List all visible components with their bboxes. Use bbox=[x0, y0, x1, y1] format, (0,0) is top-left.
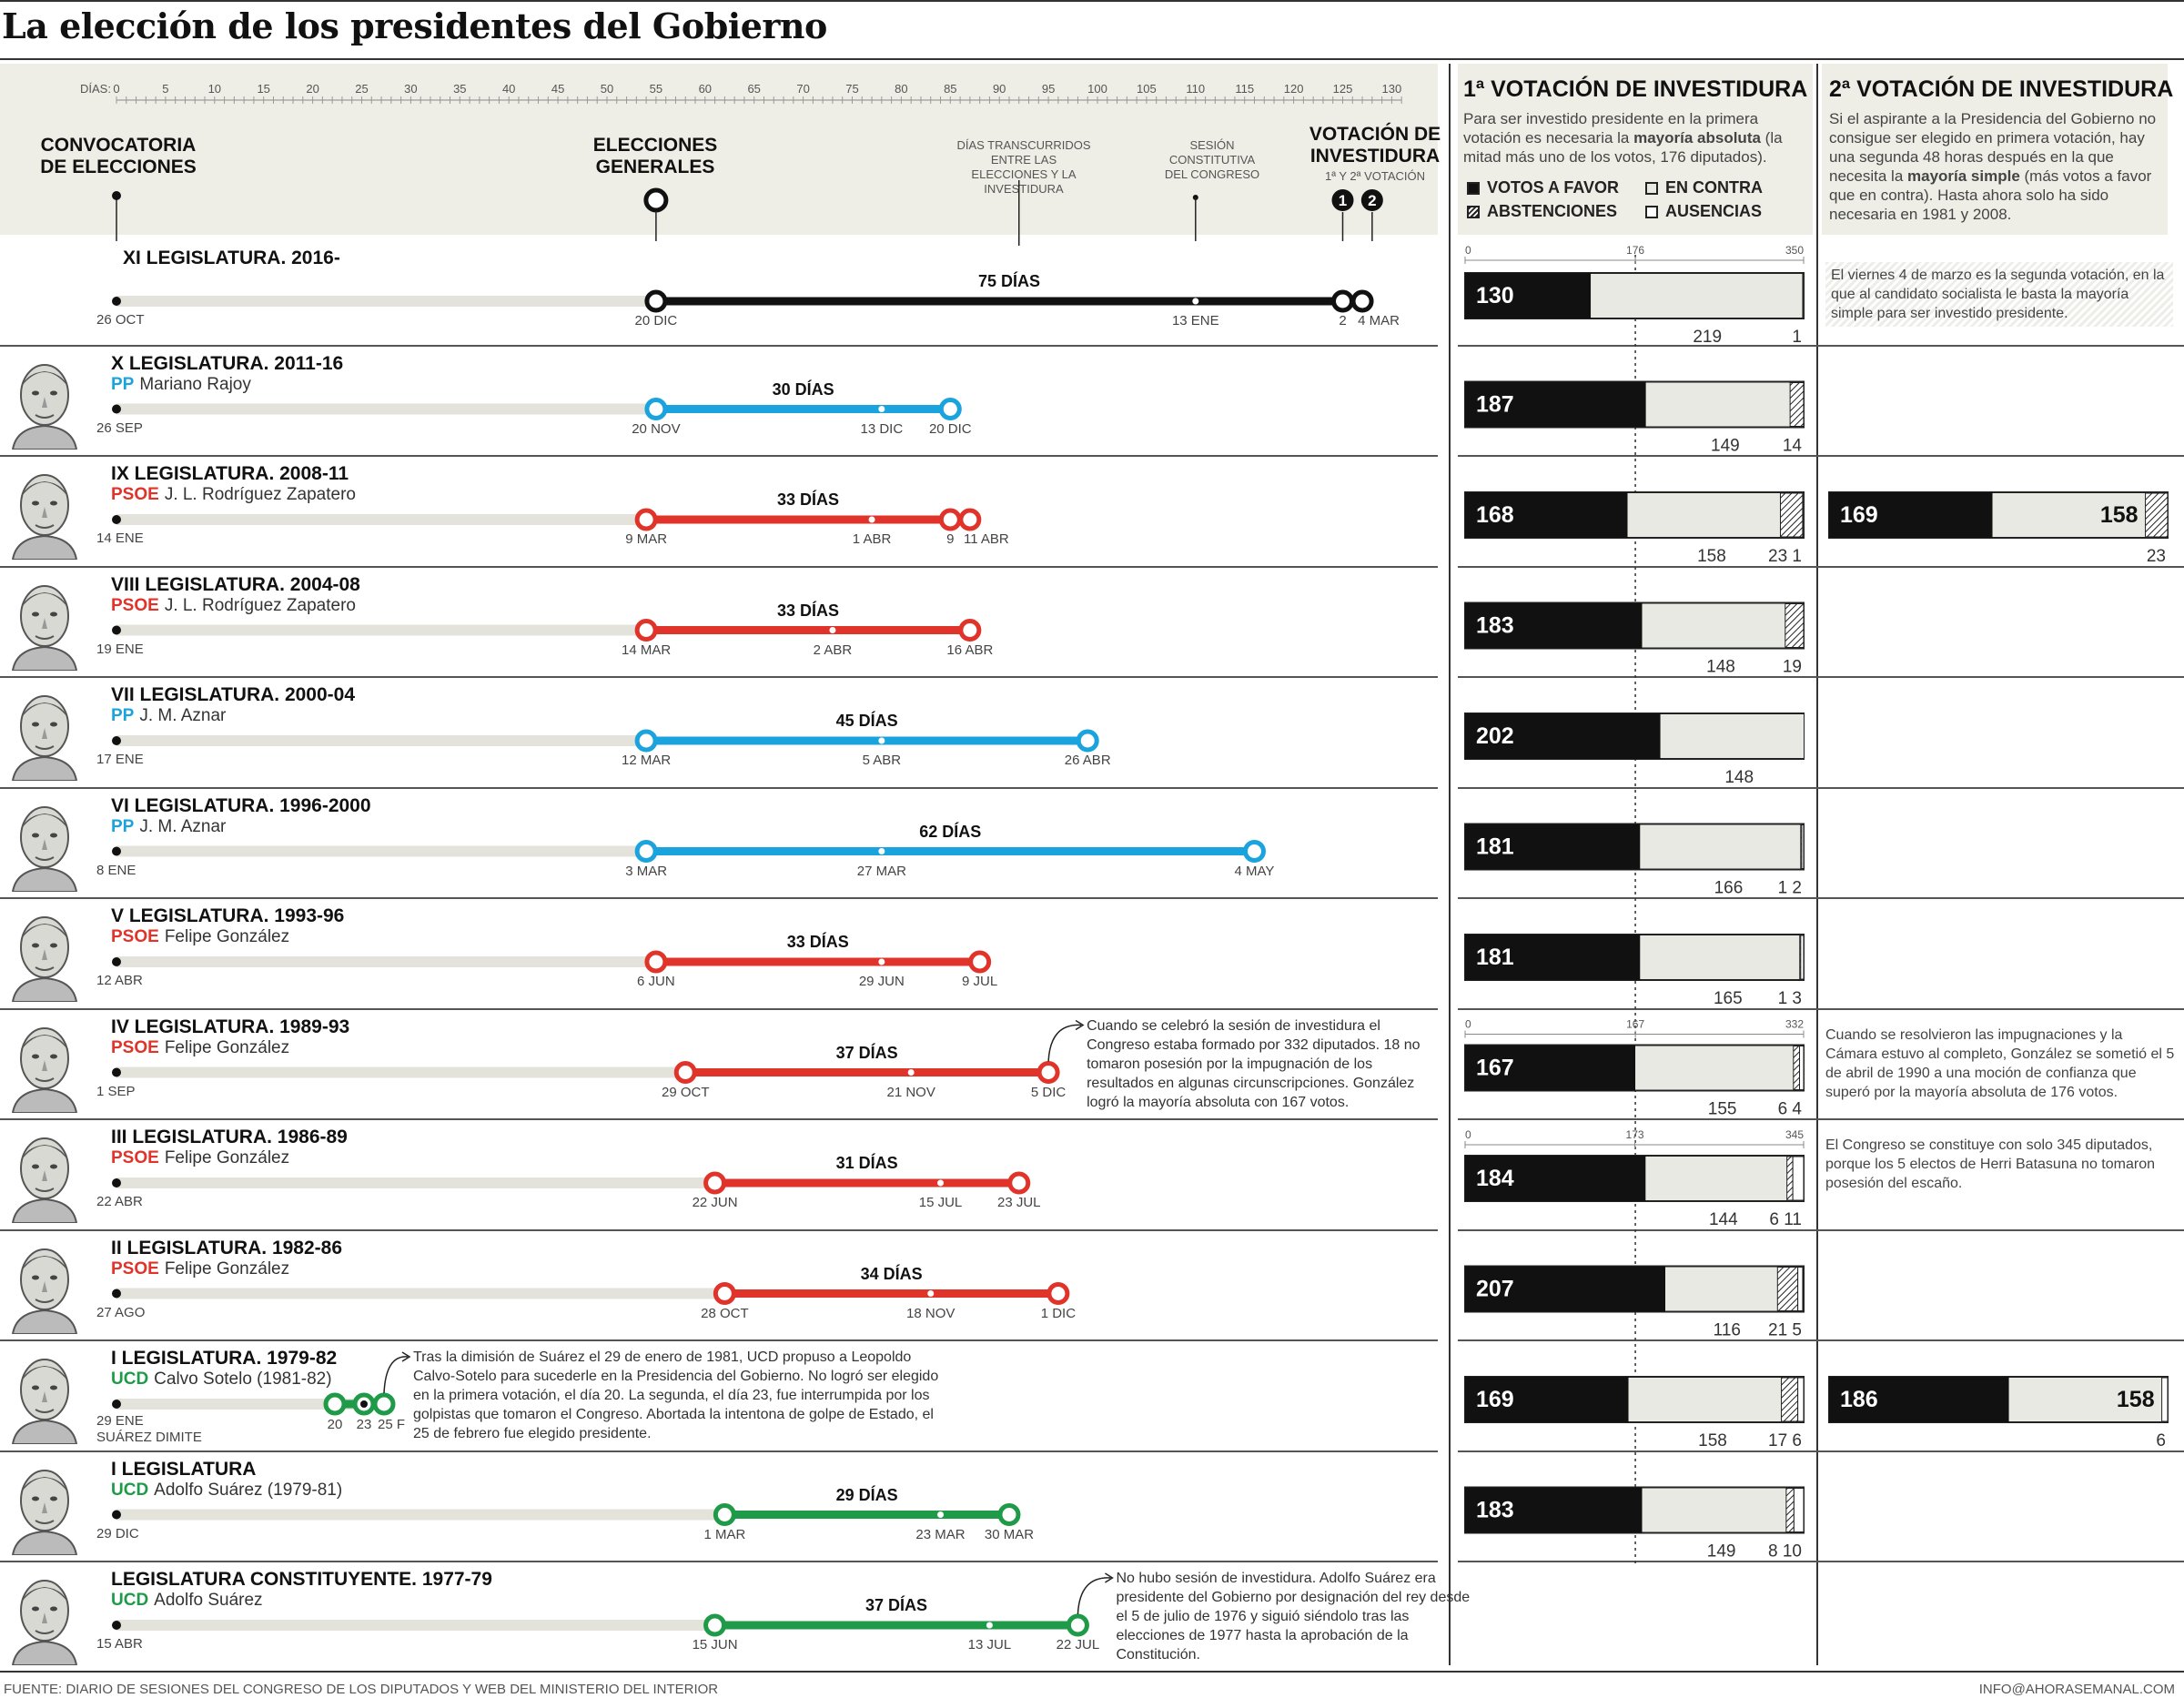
election-date: 15 JUN bbox=[692, 1637, 738, 1653]
convocatoria-dot bbox=[112, 405, 121, 414]
duration-label: 62 DÍAS bbox=[919, 822, 982, 841]
axis-tick-label: 20 bbox=[306, 82, 319, 96]
president-name: Calvo Sotelo (1981-82) bbox=[154, 1370, 332, 1389]
axis-tick-label: 15 bbox=[257, 82, 270, 96]
vote1-row1-favor-label: 187 bbox=[1476, 391, 1514, 418]
session-date: 1 ABR bbox=[852, 531, 892, 547]
president-name: J. M. Aznar bbox=[139, 816, 227, 836]
vote1-row11-favor-label: 183 bbox=[1476, 1497, 1514, 1523]
vote1-row8-rest-label: 6 11 bbox=[1769, 1210, 1802, 1229]
party-label: PSOE bbox=[111, 1148, 159, 1167]
axis-tick-label: 65 bbox=[747, 82, 761, 96]
header-convocatoria: CONVOCATORIA DE ELECCIONES bbox=[40, 135, 197, 177]
vote1-row1-rest-label: 14 bbox=[1782, 436, 1802, 456]
convocatoria-date: 17 ENE bbox=[96, 752, 144, 767]
election-circle bbox=[676, 1064, 694, 1082]
vote2-row10-aus bbox=[2162, 1378, 2168, 1421]
party-label: PP bbox=[111, 374, 135, 394]
convocatoria-date: 1 SEP bbox=[96, 1083, 136, 1099]
convocatoria-dot bbox=[112, 515, 121, 524]
investiture-date: 5 DIC bbox=[1030, 1084, 1067, 1100]
axis-tick-label: 125 bbox=[1332, 82, 1353, 96]
second-vote-note: Cuando se resolvieron las impugnaciones y la Cámara estuvo al completo, González se sometió el 5 de abril de 1990 a una moción de confianza que superó por la mayoría absoluta de 176 votos. bbox=[1825, 1026, 2175, 1100]
investiture-circle bbox=[1000, 1506, 1018, 1524]
election-circle bbox=[637, 622, 655, 640]
vote-scale-label: 0 bbox=[1465, 1017, 1471, 1031]
axis-tick-label: 100 bbox=[1087, 82, 1107, 96]
party-label: UCD bbox=[111, 1370, 149, 1389]
session-date: 15 JUL bbox=[918, 1195, 963, 1210]
legislature-name: VI LEGISLATURA. 1996-2000 bbox=[111, 794, 371, 816]
axis-tick-label: 5 bbox=[162, 82, 169, 96]
session-dot bbox=[937, 1180, 944, 1187]
convocatoria-dot bbox=[112, 1178, 121, 1188]
election-circle bbox=[647, 953, 665, 971]
dimision-dot bbox=[112, 1400, 121, 1409]
legislature-name: I LEGISLATURA bbox=[111, 1458, 257, 1480]
note-arrow bbox=[1077, 1578, 1110, 1614]
session-date: 13 JUL bbox=[967, 1637, 1012, 1653]
convocatoria-date: 22 ABR bbox=[96, 1194, 143, 1209]
vote1-row0-favor-label: 130 bbox=[1476, 283, 1514, 308]
legislature-name: V LEGISLATURA. 1993-96 bbox=[111, 905, 345, 926]
convocatoria-date: 26 SEP bbox=[96, 419, 143, 436]
investiture-date-3: 25 F bbox=[377, 1417, 406, 1432]
investiture-circle bbox=[971, 953, 989, 971]
president-name: Felipe González bbox=[164, 1258, 290, 1279]
vote1-row8-aus bbox=[1793, 1157, 1804, 1200]
axis-tick-label: 35 bbox=[453, 82, 467, 96]
vote1-row9-abst bbox=[1777, 1268, 1797, 1311]
row-note: Tras la dimisión de Suárez el 29 de enero de 1981, UCD propuso a Leopoldo Calvo-Sotelo para sucederle en la Presidencia del Gobierno. No logró ser elegido en la primera votación, el día 20. La segunda, el día 23, fue interrumpida por los golpistas que tomaron el Congreso. Abortada la intentona de golpe de Estado, el 25 de febrero fue elegido presidente. bbox=[413, 1349, 939, 1441]
duration-label: 37 DÍAS bbox=[835, 1043, 898, 1062]
investiture-date: 20 DIC bbox=[928, 420, 972, 437]
duration-label: 33 DÍAS bbox=[776, 490, 839, 509]
vote-scale-label: 345 bbox=[1785, 1128, 1804, 1141]
vote1-row5-rest-label: 1 2 bbox=[1777, 878, 1802, 898]
session-dot bbox=[878, 959, 885, 965]
vote1-row2-abst bbox=[1780, 493, 1802, 537]
axis-tick-label: 120 bbox=[1283, 82, 1304, 96]
vote1-row11-aus bbox=[1794, 1489, 1804, 1532]
convocatoria-dot bbox=[112, 1289, 121, 1299]
election-date: 12 MAR bbox=[622, 753, 672, 768]
session-date: 2 ABR bbox=[813, 642, 853, 658]
vote-scale-label: 332 bbox=[1785, 1017, 1804, 1031]
vote-scale-label: 0 bbox=[1465, 1128, 1471, 1141]
legislature-name: IV LEGISLATURA. 1989-93 bbox=[111, 1016, 350, 1037]
axis-tick-label: 80 bbox=[895, 82, 908, 96]
second-vote-note: El Congreso se constituye con solo 345 diputados, porque los 5 electos de Herri Batasuna no tomaron posesión del escaño. bbox=[1825, 1137, 2155, 1191]
investiture-circle bbox=[1049, 1285, 1067, 1303]
session-date: 13 DIC bbox=[860, 420, 904, 437]
investiture-circle-3 bbox=[375, 1395, 393, 1413]
investiture-date: 30 MAR bbox=[984, 1526, 1035, 1542]
axis-tick-label: 115 bbox=[1235, 82, 1255, 96]
election-circle bbox=[637, 732, 655, 750]
election-date: 1 MAR bbox=[703, 1526, 746, 1542]
vote1-row0-contra-label: 219 bbox=[1693, 328, 1723, 347]
vote2-row2-rest-label: 23 bbox=[2146, 547, 2166, 566]
election-date: 6 JUN bbox=[637, 974, 675, 989]
election-date: 22 JUN bbox=[692, 1195, 738, 1210]
axis-tick-label: 55 bbox=[649, 82, 663, 96]
investiture2-date: 11 ABR bbox=[963, 531, 1009, 547]
investiture-circle bbox=[1078, 732, 1097, 750]
vote1-row11-contra-label: 149 bbox=[1706, 1541, 1736, 1562]
footer-credit: INFO@AHORASEMANAL.COM bbox=[1978, 1682, 2175, 1697]
president-name: J. L. Rodríguez Zapatero bbox=[164, 595, 356, 615]
session-dot bbox=[878, 738, 885, 744]
note-arrow bbox=[384, 1357, 408, 1393]
convocatoria-dot bbox=[112, 847, 121, 856]
convocatoria-dot bbox=[112, 297, 121, 306]
vote1-row0-aus bbox=[1803, 274, 1804, 318]
convocatoria-date: 15 ABR bbox=[96, 1636, 143, 1652]
vote1-row2-contra-label: 158 bbox=[1697, 547, 1726, 566]
vote2-row2-abst bbox=[2146, 493, 2168, 537]
vote1-row10-rest-label: 17 6 bbox=[1768, 1431, 1802, 1450]
investiture-circle bbox=[1068, 1616, 1087, 1634]
president-name: Felipe González bbox=[164, 1037, 290, 1057]
vote1-row10-contra bbox=[1629, 1378, 1782, 1421]
vote1-row5-contra bbox=[1640, 825, 1800, 869]
vote1-row3-contra-label: 148 bbox=[1706, 657, 1735, 677]
axis-tick-label: 75 bbox=[845, 82, 859, 96]
vote1-row2-contra bbox=[1628, 493, 1781, 537]
party-label: PSOE bbox=[111, 1037, 159, 1057]
axis-tick-label: 50 bbox=[600, 82, 614, 96]
investiture-date: 4 MAY bbox=[1234, 863, 1275, 879]
dimision-date: 29 ENE bbox=[96, 1413, 144, 1429]
legislature-name: X LEGISLATURA. 2011-16 bbox=[111, 352, 344, 374]
investiture-circle bbox=[961, 622, 979, 640]
vote1-row11-abst bbox=[1786, 1489, 1795, 1532]
axis-tick-label: 110 bbox=[1186, 82, 1206, 96]
convocatoria-dot bbox=[112, 957, 121, 966]
investiture-circle bbox=[941, 400, 959, 419]
second-vote-note: El viernes 4 de marzo es la segunda votación, en la que al candidato socialista le basta la mayoría simple para ser investido presidente. bbox=[1825, 262, 2173, 327]
investiture2-circle bbox=[961, 510, 979, 529]
second-vote-title: 2ª VOTACIÓN DE INVESTIDURA bbox=[1829, 76, 2174, 102]
election-date: 14 MAR bbox=[622, 642, 672, 658]
investiture-date: 1 DIC bbox=[1040, 1305, 1077, 1321]
axis-tick-label: 30 bbox=[404, 82, 418, 96]
convocatoria-date: 29 DIC bbox=[96, 1525, 139, 1541]
investiture2-date: 4 MAR bbox=[1358, 313, 1400, 328]
legislature-name: IX LEGISLATURA. 2008-11 bbox=[111, 463, 349, 484]
vote1-row6-favor-label: 181 bbox=[1476, 945, 1514, 970]
president-name: Adolfo Suárez (1979-81) bbox=[154, 1480, 343, 1500]
dimision-label: SUÁREZ DIMITE bbox=[96, 1430, 202, 1445]
duration-label: 75 DÍAS bbox=[977, 272, 1040, 290]
legislature-name: III LEGISLATURA. 1986-89 bbox=[111, 1127, 348, 1147]
axis-tick-label: 130 bbox=[1381, 82, 1402, 96]
legend-abst: ABSTENCIONES bbox=[1467, 202, 1617, 221]
header-votacion: VOTACIÓN DE INVESTIDURA bbox=[1309, 124, 1441, 167]
convocatoria-dot bbox=[112, 736, 121, 745]
vote1-row0-contra bbox=[1591, 274, 1803, 318]
axis-label: DÍAS: bbox=[80, 82, 111, 96]
axis-tick-label: 95 bbox=[1041, 82, 1056, 96]
president-name: Adolfo Suárez bbox=[154, 1591, 263, 1610]
investiture-circle bbox=[1334, 292, 1352, 310]
investiture-circle bbox=[941, 510, 959, 529]
party-label: PSOE bbox=[111, 595, 159, 615]
investiture-circle-1 bbox=[326, 1395, 344, 1413]
legislature-name: II LEGISLATURA. 1982-86 bbox=[111, 1237, 343, 1258]
session-dot bbox=[869, 517, 875, 523]
footer-source: FUENTE: DIARIO DE SESIONES DEL CONGRESO DE LOS DIPUTADOS Y WEB DEL MINISTERIO DEL INTERIOR bbox=[4, 1682, 719, 1697]
vote1-row11-contra bbox=[1643, 1489, 1786, 1532]
vote2-row10-favor-label: 186 bbox=[1840, 1387, 1878, 1412]
election-date: 3 MAR bbox=[625, 863, 668, 879]
vote1-row2-favor-label: 168 bbox=[1476, 502, 1514, 528]
election-date: 28 OCT bbox=[701, 1305, 749, 1321]
vote1-row3-contra bbox=[1643, 604, 1785, 648]
vote1-row6-aus bbox=[1801, 935, 1804, 979]
duration-label: 37 DÍAS bbox=[864, 1596, 928, 1614]
investiture-date-1: 20 bbox=[327, 1417, 343, 1432]
convocatoria-date: 8 ENE bbox=[96, 862, 136, 878]
note-arrow bbox=[1048, 1025, 1081, 1061]
vote1-row7-favor-label: 167 bbox=[1476, 1055, 1514, 1081]
footer-rule bbox=[0, 1671, 2184, 1673]
convocatoria-date: 14 ENE bbox=[96, 531, 144, 546]
legislature-name: VII LEGISLATURA. 2000-04 bbox=[111, 684, 356, 705]
vote1-row5-favor-label: 181 bbox=[1476, 834, 1514, 860]
convocatoria-date: 19 ENE bbox=[96, 641, 144, 657]
axis-tick-label: 25 bbox=[355, 82, 369, 96]
election-date: 20 NOV bbox=[632, 420, 681, 437]
row-note: No hubo sesión de investidura. Adolfo Suárez era presidente del Gobierno por designación del rey desde el 5 de julio de 1976 y siguió siéndolo tras las elecciones de 1977 hasta la aprobación de la Constitución. bbox=[1116, 1571, 1471, 1663]
duration-label: 33 DÍAS bbox=[786, 933, 849, 951]
duration-label: 34 DÍAS bbox=[860, 1264, 923, 1283]
duration-label: 33 DÍAS bbox=[776, 601, 839, 620]
vote1-row10-contra-label: 158 bbox=[1698, 1431, 1727, 1450]
vote1-row0-rest-label: 1 bbox=[1792, 328, 1802, 347]
vote-scale-label: 176 bbox=[1626, 244, 1645, 257]
session-dot bbox=[878, 848, 885, 854]
header-elecciones: ELECCIONES GENERALES bbox=[592, 135, 718, 177]
vote1-row7-contra bbox=[1635, 1046, 1794, 1090]
vote2-row10-contra-label: 158 bbox=[2116, 1387, 2155, 1412]
first-vote-desc: Para ser investido presidente en la primera votación es necesaria la mayoría absoluta (la mitad más uno de los votos, 176 diputados). bbox=[1463, 110, 1783, 166]
axis-tick-label: 70 bbox=[796, 82, 810, 96]
investiture2-circle bbox=[1353, 292, 1371, 310]
election-circle bbox=[637, 510, 655, 529]
election-date: 9 MAR bbox=[625, 531, 668, 547]
vote1-row6-contra bbox=[1640, 935, 1799, 979]
session-date: 18 NOV bbox=[906, 1305, 956, 1321]
vote1-row9-favor-label: 207 bbox=[1476, 1276, 1514, 1302]
investiture-date: 2 bbox=[1339, 313, 1347, 328]
vote2-row2-favor-label: 169 bbox=[1840, 502, 1878, 528]
election-circle bbox=[706, 1174, 724, 1192]
convocatoria-date: 26 OCT bbox=[96, 312, 145, 328]
page-title: La elección de los presidentes del Gobierno bbox=[2, 5, 827, 46]
vote1-row8-contra bbox=[1645, 1157, 1786, 1200]
vote1-row2-aus bbox=[1803, 493, 1804, 537]
president-name: J. M. Aznar bbox=[139, 706, 227, 725]
vote1-row8-favor-label: 184 bbox=[1476, 1166, 1514, 1191]
election-date: 20 DIC bbox=[634, 313, 678, 328]
convocatoria-date: 27 AGO bbox=[96, 1304, 146, 1320]
session-dot bbox=[937, 1511, 944, 1518]
axis-tick-label: 60 bbox=[698, 82, 713, 96]
session-dot bbox=[986, 1622, 993, 1629]
party-label: PSOE bbox=[111, 485, 159, 504]
party-label: UCD bbox=[111, 1591, 149, 1610]
legislature-name: XI LEGISLATURA. 2016- bbox=[123, 248, 340, 268]
vote1-row10-aus bbox=[1798, 1378, 1804, 1421]
second-vote-desc: Si el aspirante a la Presidencia del Gobierno no consigue ser elegido en primera votación, hay una segunda 48 horas después en la que necesita la mayoría simple (más votos a favor que en contra). Hasta ahora solo ha sido necesaria en 1981 y 2008. bbox=[1829, 110, 2157, 223]
session-dot bbox=[908, 1069, 915, 1076]
axis-tick-label: 85 bbox=[944, 82, 957, 96]
investiture-date: 9 JUL bbox=[962, 974, 998, 989]
vote1-row7-abst bbox=[1794, 1046, 1800, 1090]
vote1-row10-favor-label: 169 bbox=[1476, 1387, 1514, 1412]
convocatoria-dot bbox=[112, 1068, 121, 1077]
convocatoria-dot bbox=[112, 626, 121, 635]
session-dot bbox=[878, 406, 885, 412]
duration-label: 45 DÍAS bbox=[835, 712, 898, 730]
legislature-name: I LEGISLATURA. 1979-82 bbox=[111, 1348, 338, 1369]
vote1-row9-rest-label: 21 5 bbox=[1768, 1320, 1802, 1340]
legend-ausencias: AUSENCIAS bbox=[1645, 202, 1762, 221]
vote1-row1-abst bbox=[1790, 383, 1804, 427]
investiture-date: 23 JUL bbox=[996, 1195, 1041, 1210]
election-circle bbox=[706, 1616, 724, 1634]
president-name: Mariano Rajoy bbox=[139, 374, 251, 394]
convocatoria-dot bbox=[112, 1621, 121, 1630]
vote-scale-label: 350 bbox=[1785, 244, 1804, 257]
vote1-row2-rest-label: 23 1 bbox=[1768, 547, 1802, 566]
row-note: Cuando se celebró la sesión de investidura el Congreso estaba formado por 332 diputados. 18 no tomaron posesión por la impugnación de los resultados en algunas circunscripciones. González logró la mayoría absoluta con 167 votos. bbox=[1087, 1017, 1421, 1110]
legislature-name: LEGISLATURA CONSTITUYENTE. 1977-79 bbox=[111, 1569, 492, 1590]
vote2-row2-contra-label: 158 bbox=[2099, 502, 2138, 528]
vote1-row6-rest-label: 1 3 bbox=[1777, 989, 1802, 1008]
vote-scale-label: 173 bbox=[1625, 1128, 1644, 1141]
session-date: 13 ENE bbox=[1171, 313, 1219, 328]
investiture-circle bbox=[1039, 1064, 1057, 1082]
session-dot bbox=[927, 1290, 934, 1297]
vote1-row5-contra-label: 166 bbox=[1714, 878, 1744, 898]
investiture-date: 22 JUL bbox=[1056, 1637, 1100, 1653]
vote1-row5-aus bbox=[1802, 825, 1804, 869]
vote1-row1-contra bbox=[1646, 383, 1790, 427]
axis-tick-label: 45 bbox=[551, 82, 565, 96]
party-label: PP bbox=[111, 816, 135, 836]
axis-tick-label: 40 bbox=[501, 82, 516, 96]
vote1-row11-rest-label: 8 10 bbox=[1768, 1541, 1802, 1562]
vote1-row9-aus bbox=[1798, 1268, 1803, 1311]
vote1-row9-contra bbox=[1665, 1268, 1777, 1311]
golpe-dot bbox=[360, 1400, 368, 1408]
party-label: PSOE bbox=[111, 1258, 159, 1279]
header-marker-2-label: 2 bbox=[1368, 192, 1377, 209]
investiture-circle bbox=[1245, 843, 1263, 861]
axis-tick-label: 0 bbox=[113, 82, 120, 96]
session-date: 29 JUN bbox=[858, 974, 905, 989]
president-name: Felipe González bbox=[164, 927, 290, 946]
vote2-row10-rest-label: 6 bbox=[2156, 1431, 2166, 1450]
election-date: 29 OCT bbox=[661, 1084, 710, 1100]
duration-label: 30 DÍAS bbox=[772, 379, 834, 399]
vote1-row9-contra-label: 116 bbox=[1713, 1320, 1741, 1340]
vote1-row7-rest-label: 6 4 bbox=[1777, 1099, 1802, 1119]
axis-tick-label: 10 bbox=[207, 82, 222, 96]
election-circle bbox=[715, 1285, 733, 1303]
election-circle bbox=[715, 1506, 733, 1524]
president-name: J. L. Rodríguez Zapatero bbox=[164, 485, 356, 504]
session-dot bbox=[829, 627, 835, 633]
legend-contra: EN CONTRA bbox=[1645, 178, 1763, 197]
duration-label: 31 DÍAS bbox=[835, 1154, 898, 1172]
header-sesion: SESIÓN CONSTITUTIVA DEL CONGRESO bbox=[1164, 138, 1260, 181]
vote1-row3-abst bbox=[1785, 604, 1804, 648]
vote1-row7-contra-label: 155 bbox=[1707, 1099, 1737, 1119]
investiture-date: 9 bbox=[946, 531, 955, 547]
vote1-row4-contra-label: 148 bbox=[1724, 768, 1754, 787]
vote1-row8-contra-label: 144 bbox=[1708, 1210, 1738, 1229]
investiture-date: 16 ABR bbox=[946, 642, 994, 658]
vote1-row10-abst bbox=[1782, 1378, 1798, 1421]
convocatoria-date: 12 ABR bbox=[96, 973, 143, 988]
vote1-row4-favor-label: 202 bbox=[1476, 723, 1514, 749]
vote1-row7-aus bbox=[1800, 1046, 1804, 1090]
vote1-row3-rest-label: 19 bbox=[1782, 657, 1802, 677]
vote-scale-label: 0 bbox=[1465, 244, 1471, 257]
party-label: PP bbox=[111, 706, 135, 725]
session-date: 23 MAR bbox=[915, 1526, 966, 1542]
session-date: 21 NOV bbox=[886, 1084, 935, 1100]
election-circle bbox=[637, 843, 655, 861]
vote1-row6-contra-label: 165 bbox=[1713, 989, 1743, 1008]
header-dias-transcurridos: DÍAS TRANSCURRIDOS ENTRE LAS ELECCIONES Y LA INVESTIDURA bbox=[956, 138, 1091, 196]
duration-label: 29 DÍAS bbox=[835, 1485, 898, 1504]
vote1-row8-abst bbox=[1787, 1157, 1793, 1200]
party-label: PSOE bbox=[111, 927, 159, 946]
election-circle bbox=[647, 292, 665, 310]
investiture-date-2: 23 bbox=[356, 1417, 372, 1432]
vote1-row3-favor-label: 183 bbox=[1476, 612, 1514, 639]
axis-tick-label: 105 bbox=[1137, 82, 1157, 96]
convocatoria-dot bbox=[112, 1511, 121, 1520]
legislature-name: VIII LEGISLATURA. 2004-08 bbox=[111, 573, 360, 595]
party-label: UCD bbox=[111, 1480, 149, 1500]
vote1-row4-contra bbox=[1661, 714, 1804, 758]
legend-favor: VOTOS A FAVOR bbox=[1467, 178, 1619, 197]
vote-scale-label: 167 bbox=[1626, 1017, 1645, 1031]
vote1-row1-contra-label: 149 bbox=[1711, 436, 1740, 456]
header-marker-1-label: 1 bbox=[1338, 192, 1348, 209]
header-votacion-sub: 1ª Y 2ª VOTACIÓN bbox=[1324, 169, 1426, 183]
first-vote-title: 1ª VOTACIÓN DE INVESTIDURA bbox=[1463, 76, 1808, 102]
election-circle bbox=[647, 400, 665, 419]
axis-tick-label: 90 bbox=[992, 82, 1006, 96]
president-name: Felipe González bbox=[164, 1148, 290, 1167]
session-date: 27 MAR bbox=[856, 863, 906, 879]
investiture-date: 26 ABR bbox=[1064, 753, 1111, 768]
investiture-circle bbox=[1010, 1174, 1028, 1192]
session-date: 5 ABR bbox=[862, 753, 902, 768]
session-dot bbox=[1192, 298, 1198, 305]
